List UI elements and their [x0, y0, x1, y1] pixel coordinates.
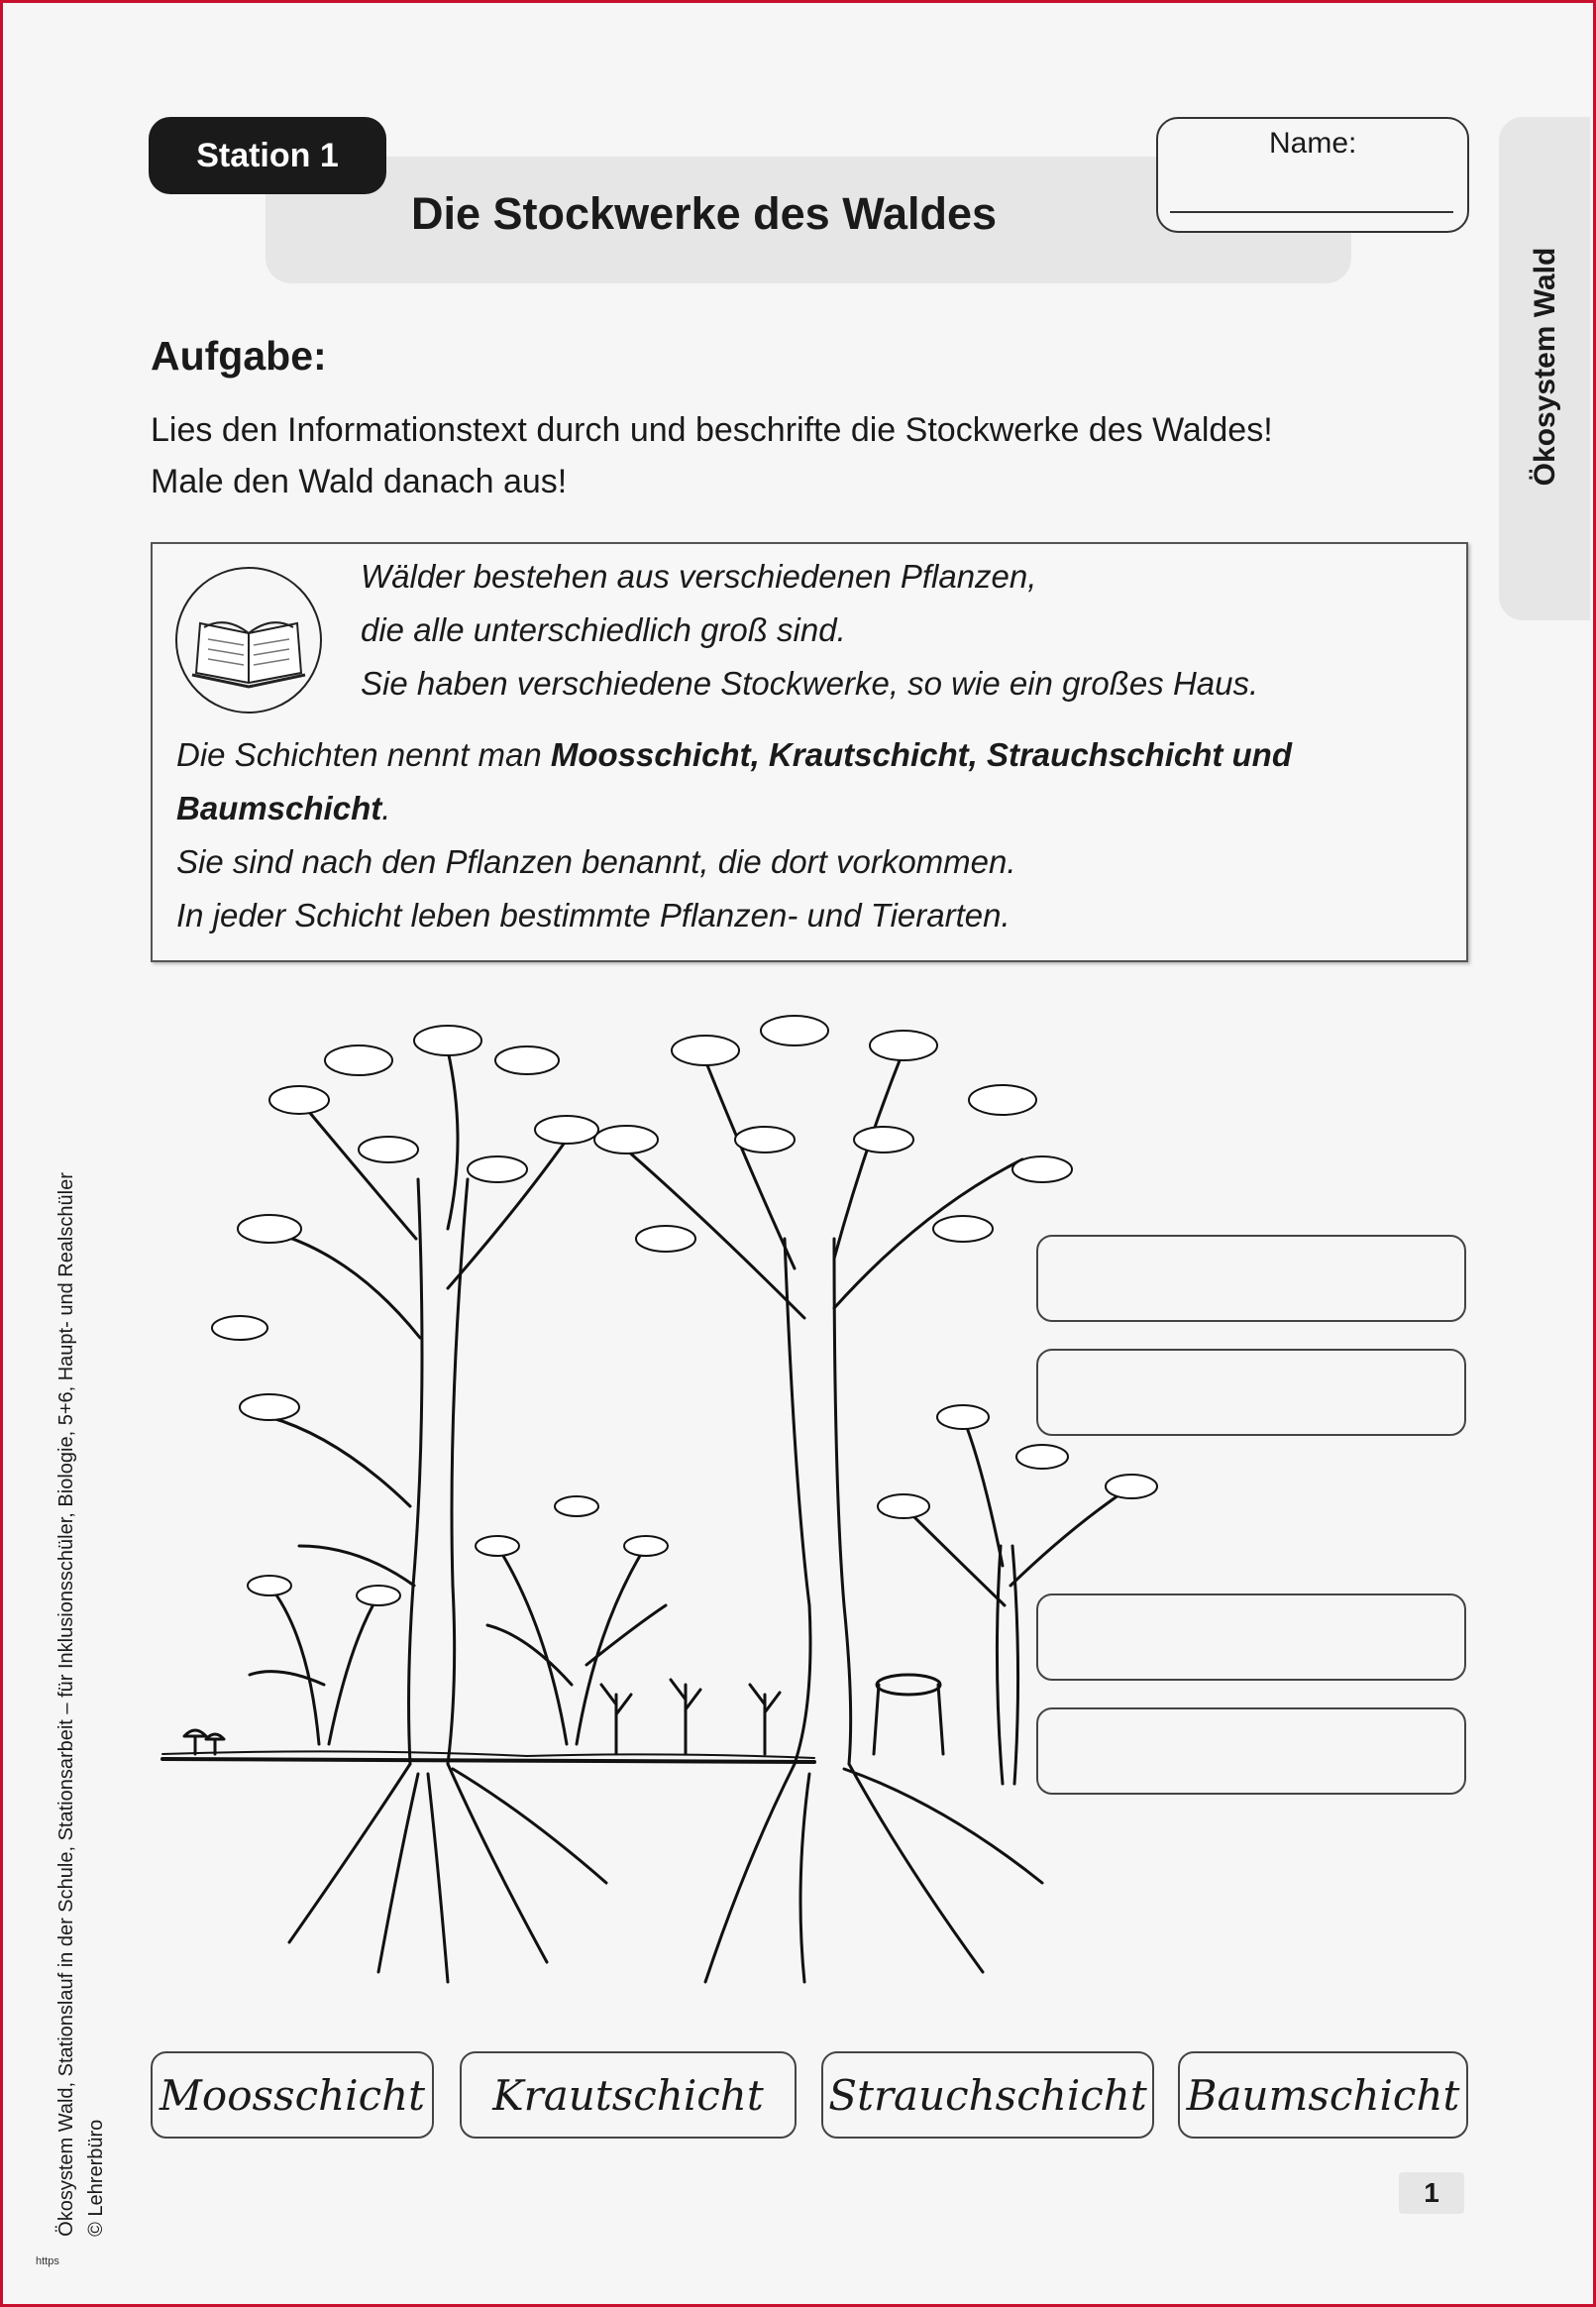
name-write-line	[1170, 211, 1453, 213]
page-number: 1	[1399, 2172, 1464, 2214]
name-field[interactable]	[1156, 117, 1469, 233]
info-box	[151, 542, 1468, 962]
info-line-2: die alle unterschiedlich groß sind.	[361, 611, 846, 648]
footer-source	[52, 1172, 111, 2237]
info-line-3: Sie haben verschiedene Stockwerke, so wie ein großes Haus.	[361, 665, 1259, 702]
label-box-2[interactable]	[1036, 1349, 1466, 1436]
task-heading: Aufgabe:	[151, 333, 327, 379]
page-title: Die Stockwerke des Waldes	[411, 188, 998, 239]
url-text: https	[36, 2255, 59, 2267]
station-badge: Station 1	[149, 117, 386, 194]
word-card-baumschicht[interactable]: Baumschicht	[1178, 2051, 1468, 2139]
word-card-strauchschicht[interactable]: Strauchschicht	[821, 2051, 1154, 2139]
label-box-4[interactable]	[1036, 1707, 1466, 1795]
label-box-1[interactable]	[1036, 1235, 1466, 1322]
footer-source-line: Ökosystem Wald, Stationslauf in der Schule, Stationsarbeit – für Inklusionsschüler, Biologie, 5+6, Haupt- und Realschüler	[55, 1172, 77, 2237]
footer-copyright: © Lehrerbüro	[85, 2119, 107, 2237]
info-line-named: Sie sind nach den Pflanzen benannt, die dort vorkommen.	[176, 843, 1016, 880]
word-card-krautschicht[interactable]: Krautschicht	[460, 2051, 797, 2139]
word-card-moosschicht[interactable]: Moosschicht	[151, 2051, 434, 2139]
info-line-1: Wälder bestehen aus verschiedenen Pflanzen,	[361, 558, 1037, 595]
info-line-layers: Die Schichten nennt man Moosschicht, Krautschicht, Strauchschicht und	[176, 736, 1292, 773]
name-label: Name:	[1269, 127, 1357, 160]
info-line-layers-2: Baumschicht.	[176, 790, 391, 826]
side-tab-label: Ökosystem Wald	[1529, 247, 1561, 487]
task-line-1: Lies den Informationstext durch und beschrifte die Stockwerke des Waldes!	[151, 411, 1273, 449]
label-box-3[interactable]	[1036, 1593, 1466, 1681]
open-book-icon	[174, 566, 323, 714]
info-line-species: In jeder Schicht leben bestimmte Pflanzen- und Tierarten.	[176, 897, 1011, 934]
forest-layers-drawing	[151, 991, 1221, 2002]
task-line-2: Male den Wald danach aus!	[151, 463, 568, 500]
